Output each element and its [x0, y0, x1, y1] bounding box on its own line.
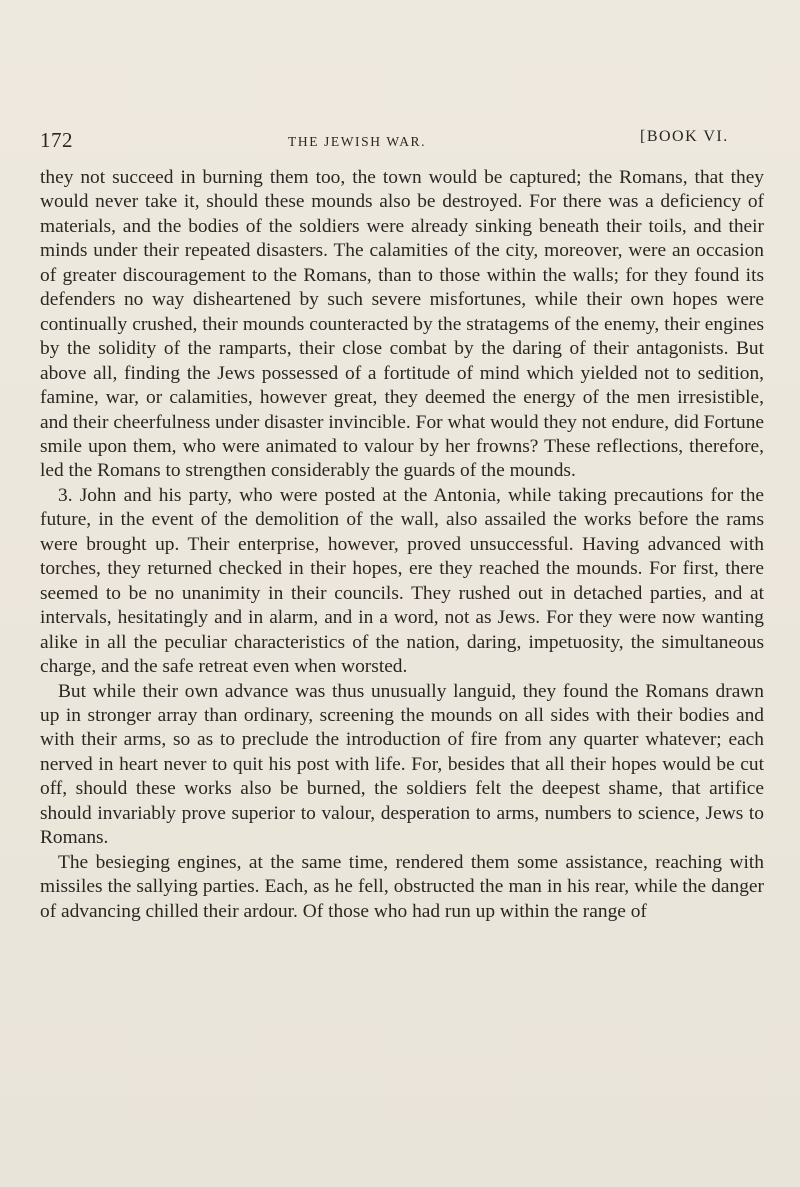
page-header	[40, 128, 780, 158]
paragraph: 3. John and his party, who were posted at the Antonia, while taking precautions for the future, in the event of the demolition of the wall, also assailed the works before the rams were brought up. Their enterprise, however, proved unsuccessful. Having advanced with torches, they returned checked in their hopes, ere they reached the mounds. For first, there seemed to be no unanimity in their councils. They rushed out in detached parties, and at intervals, hesitatingly and in alarm, and in a word, not as Jews. For they were now wanting alike in all the peculiar characteristics of the nation, daring, impetuosity, the simultaneous charge, and the safe retreat even when worsted.	[40, 484, 764, 678]
running-title: THE JEWISH WAR.	[288, 134, 427, 149]
paragraph: they not succeed in burning them too, the town would be captured; the Romans, that they would never take it, should these mounds also be destroyed. For there was a deficiency of materials, and the bodies of the soldiers were already sinking beneath their toils, and their minds under their repeated disasters. The calamities of the city, moreover, were an occasion of greater discouragement to the Romans, than to those within the walls; for they found its defenders no way disheartened by such severe misfortunes, while their own hopes were continually crushed, their mounds counteracted by the stratagems of the enemy, their engines by the solidity of the ramparts, their close combat by the daring of their antagonists. But above all, finding the Jews possessed of a fortitude of mind which yielded not to sedition, famine, war, or calamities, however great, they deemed the energy of the men irresistible, and their cheerfulness under disaster invincible. For what would they not endure, did Fortune smile upon them, who were animated to valour by her frowns? These reflections, therefore, led the Romans to strengthen considerably the guards of the mounds.	[40, 167, 764, 482]
paragraph: But while their own advance was thus unusually languid, they found the Romans drawn up in stronger array than ordinary, screening the mounds on all sides with their bodies and with their arms, so as to preclude the introduction of fire from any quarter whatever; each nerved in heart never to quit his post with life. For, besides that all their hopes would be cut off, should these works also be burned, the soldiers felt the deepest shame, that artifice should invariably prove superior to valour, desperation to arms, numbers to science, Jews to Romans.	[40, 680, 764, 849]
paragraph: The besieging engines, at the same time, rendered them some assistance, reaching with missiles the sallying parties. Each, as he fell, obstructed the man in his rear, while the danger of advancing chilled their ardour. Of those who had run up within the range of	[40, 851, 764, 922]
page-number: 172	[40, 128, 73, 152]
body-text	[40, 166, 764, 924]
book-reference: [BOOK VI.	[640, 128, 729, 145]
